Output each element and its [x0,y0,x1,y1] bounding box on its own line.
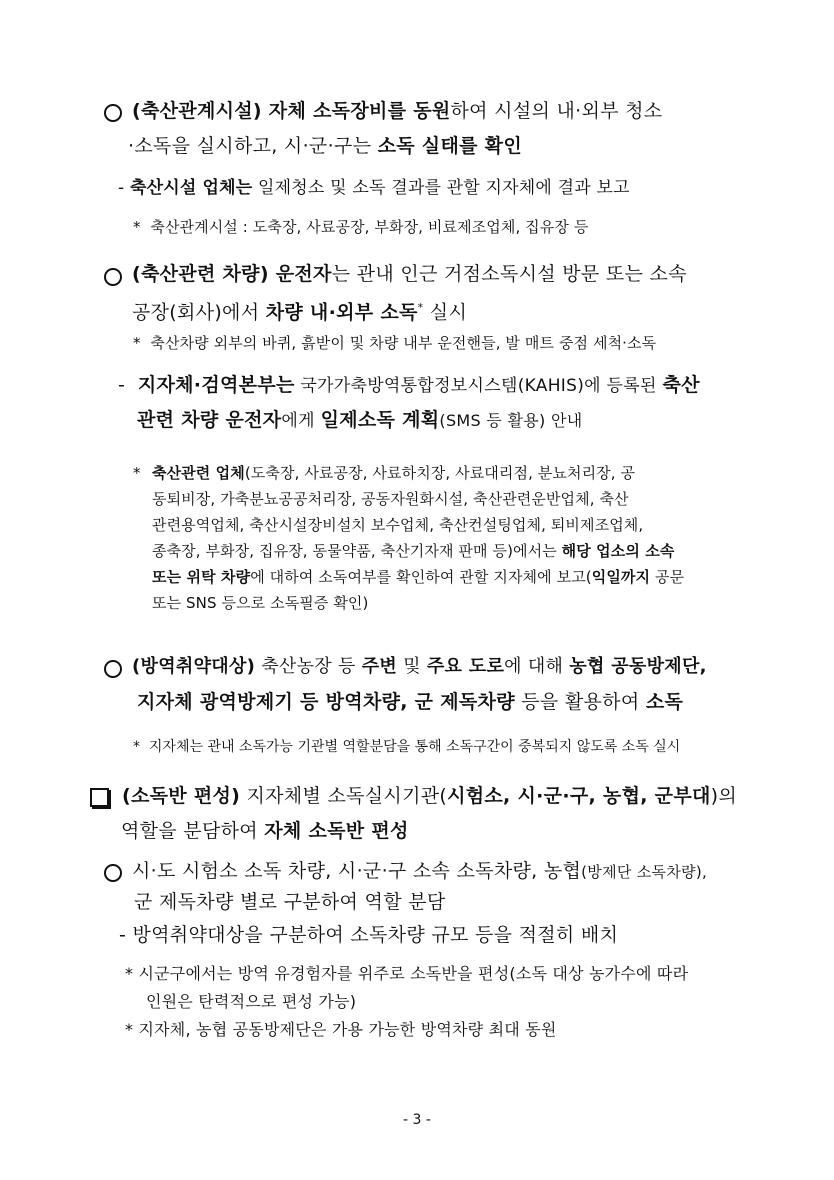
dash-mark: - [119,924,127,946]
s3-text4: 등을 활용하여 [514,691,646,713]
circle-bullet-icon [104,660,122,678]
s1-text: 하여 시설의 내·외부 청소 [450,100,663,122]
s4-line1 [122,781,737,812]
s3-bold3: 농협 공동방제단, [569,656,707,677]
s4-dash-text: 방역취약대상을 구분하여 소독차량 규모 등을 적절히 배치 [132,924,619,946]
s2-dash-text3: (SMS 등 활용) 안내 [439,411,583,430]
circle-bullet-icon [104,268,122,286]
s1-dash-line [118,174,630,202]
s4-bold: 시험소, 시·군·구, 농협, 군부대 [447,785,711,807]
s1-dash-text: 일제청소 및 소독 결과를 관할 지자체에 결과 보고 [252,178,630,198]
s4-sub-text: 시·도 시험소 소독 차량, 시·군·구 소속 소독차량, 농협 [132,860,582,882]
s2-note2-line1 [152,460,773,486]
s3-bold5: 소독 [645,691,684,713]
s2-note2-bold6: 익일까지 [591,568,651,586]
s4-dash [119,920,618,951]
s3-bold2: 주요 도로 [426,656,505,677]
s2-note2-line4 [152,538,773,564]
s2-text3: 실시 [423,301,468,324]
s1-line2 [128,131,522,162]
s1-heading: (축산관계시설) 자체 소독장비를 동원 [132,100,451,122]
s3-text: 축산농장 등 [255,656,362,677]
s4-sub-small: (방제단 소독차량), [581,863,708,881]
s4-note-text2: 인원은 탄력적으로 편성 가능) [146,992,357,1011]
s4-sub1 [132,856,707,888]
s3-bold: 주변 [361,656,398,677]
s2-dash-text: 국가가축방역통합정보시스템(KAHIS)에 등록된 [294,376,663,396]
asterisk-mark: * [125,1020,134,1039]
s2-dash-bold4: 일제소독 계획 [320,409,440,431]
asterisk-mark: * [133,739,140,755]
s3-line2 [137,687,683,718]
s1-dash-bold: 축산시설 업체는 [129,178,253,198]
s4-sub-text2: 군 제독차량 별로 구분하여 역할 분담 [134,891,446,913]
s2-note2-line6: 또는 SNS 등으로 소독필증 확인) [152,594,369,612]
s2-note2-text4: 종축장, 부화장, 집유장, 동물약품, 축산기자재 판매 등)에서는 [152,542,562,560]
s2-dash-line1 [118,370,700,402]
s2-dash-text2: 에게 [281,411,321,431]
s1-bold2: 소독 실태를 확인 [377,135,522,157]
s2-note2-text6: 공문 [650,568,685,586]
s2-dash-bold: 지자체·검역본부는 [137,374,295,396]
s2-note-text: 축산차량 외부의 바퀴, 흙받이 및 차량 내부 운전핸들, 발 매트 중점 세척·소독 [150,334,657,352]
s2-note2 [133,460,773,616]
asterisk-mark: * [133,334,141,352]
s2-note1 [133,330,656,356]
s2-line1 [132,259,687,290]
circle-bullet-icon [104,864,122,882]
s3-text2: 및 [397,656,427,677]
asterisk-mark: * [125,964,134,983]
s1-note [133,214,588,240]
s2-note2-line2: 동퇴비장, 가축분뇨공공처리장, 공동자원화시설, 축산관련운반업체, 축산 [152,490,629,508]
s3-note-text: 지자체는 관내 소독가능 기관별 역할분담을 통해 소독구간이 중복되지 않도록 소독 실시 [148,739,681,755]
s2-text: 는 관내 인근 거점소독시설 방문 또는 소속 [331,263,687,285]
s2-line2 [132,292,467,328]
s2-note2-bold: 축산관련 업체 [152,464,245,482]
s4-heading: (소독반 편성) [122,785,241,807]
s3-note [133,734,680,760]
s2-text2: 공장(회사)에서 [132,301,266,324]
s4-text: 지자체별 소독실시기관( [240,785,448,807]
s4-text3: 역할을 분담하여 [121,820,265,842]
s3-heading: (방역취약대상) [132,656,256,677]
s4-note2-text: 지자체, 농협 공동방제단은 가용 가능한 방역차량 최대 동원 [138,1020,557,1039]
s4-line2 [121,816,409,847]
s1-text2: ·소독을 실시하고, 시·군·구는 [128,135,378,157]
s2-dash-bold3: 관련 차량 운전자 [137,409,282,431]
dash-mark: - [118,178,125,198]
s4-note1 [125,960,688,1016]
s3-text3: 에 대해 [504,656,570,677]
s2-heading: (축산관련 차량) 운전자 [132,263,332,285]
page-number: - 3 - [403,1112,431,1128]
s2-dash-bold2: 축산 [662,374,700,396]
s2-sup: * [417,301,424,314]
s1-note-text: 축산관계시설 : 도축장, 사료공장, 부화장, 비료제조업체, 집유장 등 [150,218,589,236]
s2-note2-text: (도축장, 사료공장, 사료하치장, 사료대리점, 분뇨처리장, 공 [244,464,636,482]
s2-note2-line5 [152,564,773,590]
dash-mark: - [118,374,126,396]
s4-note-text: 시군구에서는 방역 유경험자를 위주로 소독반을 편성(소독 대상 농가수에 따라 [138,964,689,983]
s2-note2-bold4: 해당 업소의 소속 [561,542,675,560]
s4-text2: )의 [710,785,737,807]
s1-line1 [132,96,662,127]
circle-bullet-icon [104,104,122,122]
s3-line1 [132,651,707,682]
s2-note2-text5: 에 대하여 소독여부를 확인하여 관할 지자체에 보고( [250,568,592,586]
s2-bold2: 차량 내·외부 소독 [265,301,418,324]
s2-note2-bold5: 또는 위탁 차량 [152,568,251,586]
s4-bold2: 자체 소독반 편성 [264,820,409,842]
asterisk-mark: * [133,464,141,482]
s4-note2 [125,1016,557,1044]
asterisk-mark: * [133,218,141,236]
checkbox-square-icon [90,788,109,807]
s2-note2-line3: 관련용역업체, 축산시설장비설치 보수업체, 축산컨설팅업체, 퇴비제조업체, [152,516,644,534]
s4-sub2 [134,887,446,918]
s3-bold4: 지자체 광역방제기 등 방역차량, 군 제독차량 [137,691,515,713]
s2-dash-line2 [137,405,582,437]
